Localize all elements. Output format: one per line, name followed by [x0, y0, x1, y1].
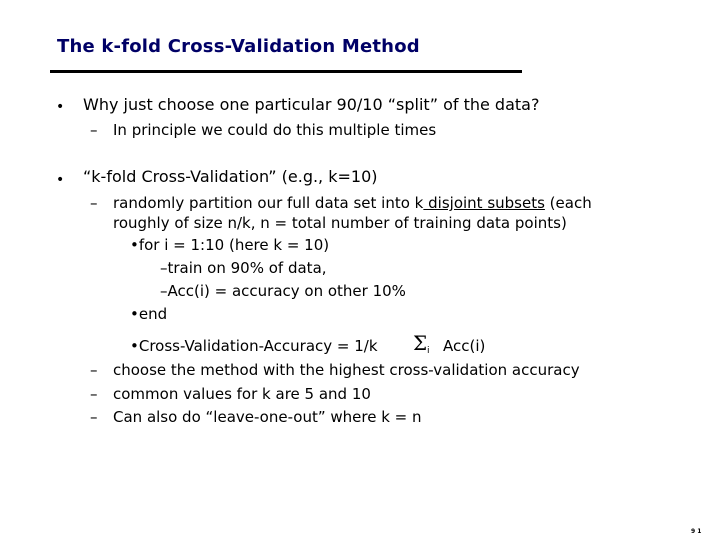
bullet-2-sub-4: Can also do “leave-one-out” where k = n	[113, 408, 422, 426]
loop-end-line: •end	[130, 305, 168, 323]
cv-accuracy-term: Acc(i)	[443, 337, 486, 355]
partition-text: randomly partition our full data set into k	[113, 194, 424, 212]
each-text: (each	[544, 194, 592, 212]
disjoint-subsets-text: disjoint subsets	[423, 194, 545, 212]
bullet-1-text: Why just choose one particular 90/10 “split” of the data?	[83, 95, 540, 114]
loop-for-line: •for i = 1:10 (here k = 10)	[130, 236, 330, 254]
slide-title: The k-fold Cross-Validation Method	[57, 36, 420, 57]
bullet-2-text: “k-fold Cross-Validation” (e.g., k=10)	[83, 167, 378, 186]
dash: –	[90, 408, 98, 426]
title-underline	[50, 70, 522, 73]
bullet-2-sub-3: common values for k are 5 and 10	[113, 385, 371, 403]
dash: –	[90, 121, 98, 139]
dash: –	[90, 361, 98, 379]
loop-acc-line: –Acc(i) = accuracy on other 10%	[160, 282, 406, 300]
bullet-dot: •	[56, 172, 65, 188]
dash: –	[90, 385, 98, 403]
page-number: 9 1	[691, 528, 702, 535]
bullet-1-sub-1: In principle we could do this multiple times	[113, 121, 437, 139]
dash: –	[90, 194, 98, 212]
sigma-subscript: i	[427, 346, 430, 356]
cv-accuracy-formula: •Cross-Validation-Accuracy = 1/k	[130, 337, 378, 355]
bullet-2-sub-1-line-1	[113, 194, 592, 212]
loop-train-line: –train on 90% of data,	[160, 259, 327, 277]
bullet-dot: •	[56, 99, 65, 115]
bullet-2-sub-2: choose the method with the highest cross-validation accuracy	[113, 361, 580, 379]
bullet-2-sub-1-line-2: roughly of size n/k, n = total number of training data points)	[113, 214, 567, 232]
sigma-symbol: Σ	[413, 331, 428, 355]
